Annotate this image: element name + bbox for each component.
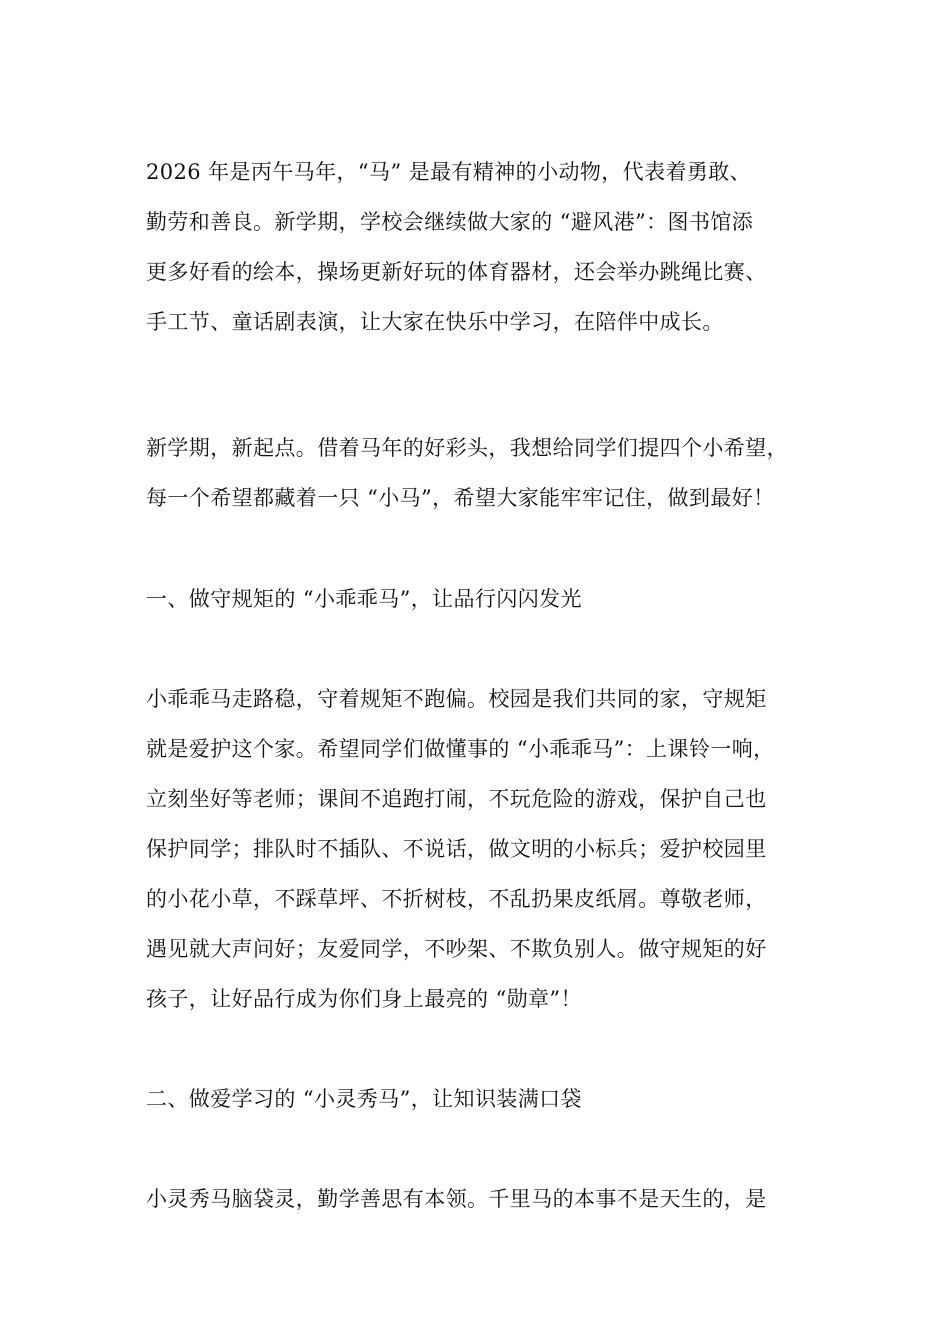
paragraph-1-line-3: 更多好看的绘本，操场更新好玩的体育器材，还会举办跳绳比赛、 xyxy=(146,260,767,284)
paragraph-3-line-5: 的小花小草，不踩草坪、不折树枝，不乱扔果皮纸屑。尊敬老师， xyxy=(146,887,767,911)
paragraph-3-line-6: 遇见就大声问好；友爱同学，不吵架、不欺负别人。做守规矩的好 xyxy=(146,937,767,961)
paragraph-2-line-2: 每一个希望都藏着一只 “小马”，希望大家能牢牢记住，做到最好！ xyxy=(146,486,775,510)
paragraph-4-line-1: 小灵秀马脑袋灵，勤学善思有本领。千里马的本事不是天生的，是 xyxy=(146,1187,767,1211)
section-heading-1: 一、做守规矩的 “小乖乖马”，让品行闪闪发光 xyxy=(146,587,582,611)
paragraph-3-line-7: 孩子，让好品行成为你们身上最亮的 “勋章”！ xyxy=(146,987,582,1011)
paragraph-1-line-2: 勤劳和善良。新学期，学校会继续做大家的 “避风港”：图书馆添 xyxy=(146,210,754,234)
paragraph-3-line-1: 小乖乖马走路稳，守着规矩不跑偏。校园是我们共同的家，守规矩 xyxy=(146,687,767,711)
paragraph-1-line-1: 2026 年是丙午马年，“马” 是最有精神的小动物，代表着勇敢、 xyxy=(146,160,752,184)
paragraph-1-line-4: 手工节、童话剧表演，让大家在快乐中学习，在陪伴中成长。 xyxy=(146,310,724,334)
section-heading-2: 二、做爱学习的 “小灵秀马”，让知识装满口袋 xyxy=(146,1087,582,1111)
paragraph-3-line-3: 立刻坐好等老师；课间不追跑打闹，不玩危险的游戏，保护自己也 xyxy=(146,787,767,811)
paragraph-2-line-1: 新学期，新起点。借着马年的好彩头，我想给同学们提四个小希望， xyxy=(146,436,788,460)
paragraph-3-line-4: 保护同学；排队时不插队、不说话，做文明的小标兵；爱护校园里 xyxy=(146,837,767,861)
paragraph-3-line-2: 就是爱护这个家。希望同学们做懂事的 “小乖乖马”：上课铃一响， xyxy=(146,737,775,761)
